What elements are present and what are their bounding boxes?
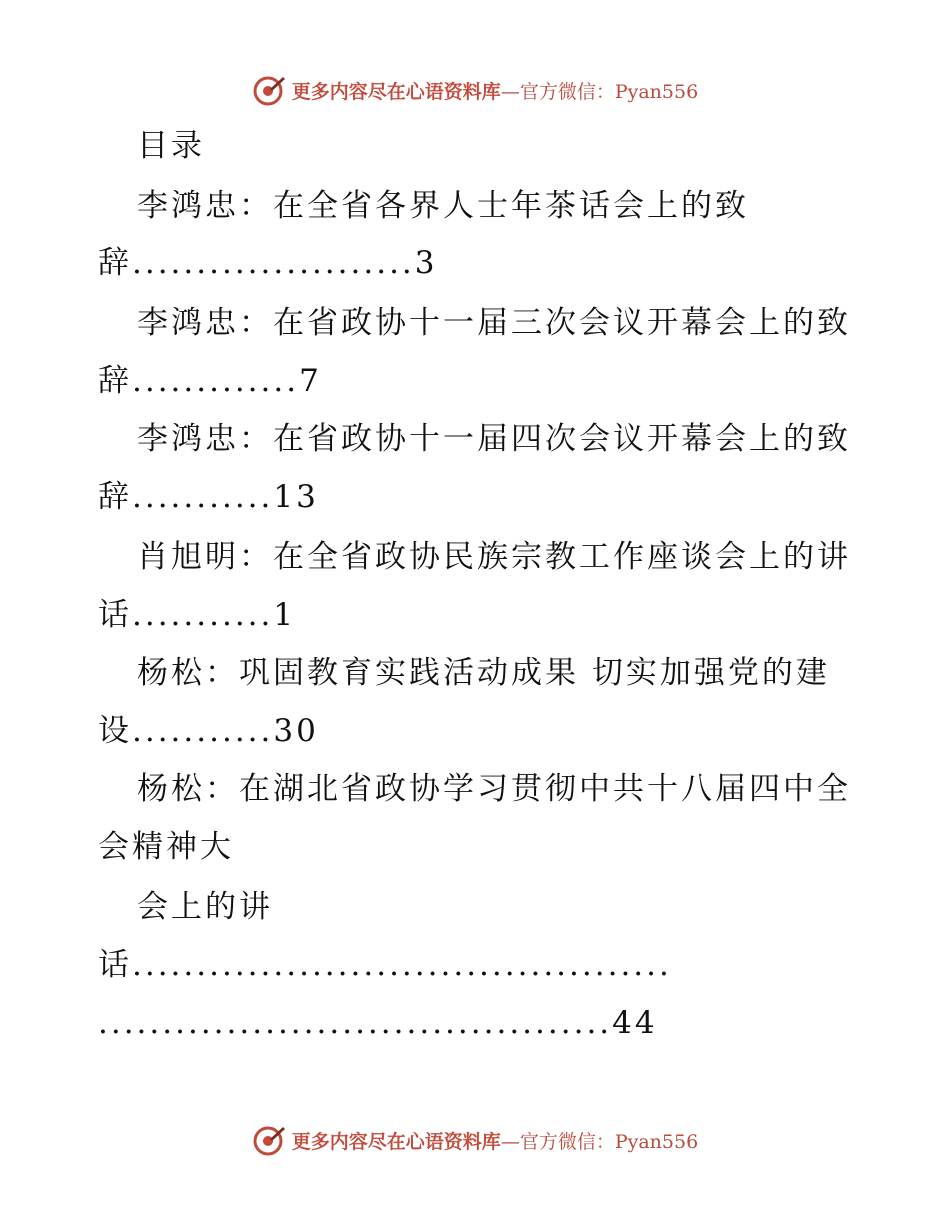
watermark-text: 更多内容尽在心语资料库—官方微信：Pyan556: [291, 1130, 699, 1153]
toc-entry-title-cont: 会精神大: [98, 829, 234, 865]
toc-heading: 目录: [137, 128, 205, 164]
toc-entry-page: 设...........30: [98, 713, 319, 749]
toc-entry-page: 话...........1: [98, 597, 297, 633]
watermark-footer: [0, 1120, 950, 1160]
brand-logo-icon: [252, 1123, 286, 1157]
watermark-text: 更多内容尽在心语资料库—官方微信：Pyan556: [291, 80, 699, 103]
toc-entry-title: 杨松：巩固教育实践活动成果 切实加强党的建: [137, 655, 830, 691]
toc-entry-page: 话..........................................: [98, 947, 672, 983]
toc-entry-page: 辞.............7: [98, 363, 322, 399]
toc-entry-title: 李鸿忠：在全省各界人士年茶话会上的致: [137, 188, 749, 224]
watermark-header: [0, 70, 950, 110]
toc-entry-title: 杨松：在湖北省政协学习贯彻中共十八届四中全: [137, 771, 851, 807]
toc-entry-page: 辞......................3: [98, 245, 438, 281]
toc-entry-page: 辞...........13: [98, 479, 319, 515]
toc-entry-title: 李鸿忠：在省政协十一届三次会议开幕会上的致: [137, 305, 851, 341]
toc-entry-title: 肖旭明：在全省政协民族宗教工作座谈会上的讲: [137, 539, 851, 575]
brand-logo-icon: [252, 73, 286, 107]
toc-entry-title: 李鸿忠：在省政协十一届四次会议开幕会上的致: [137, 421, 851, 457]
toc-entry-page: ........................................44: [98, 1005, 658, 1041]
toc-entry-title-cont: 会上的讲: [137, 889, 273, 925]
